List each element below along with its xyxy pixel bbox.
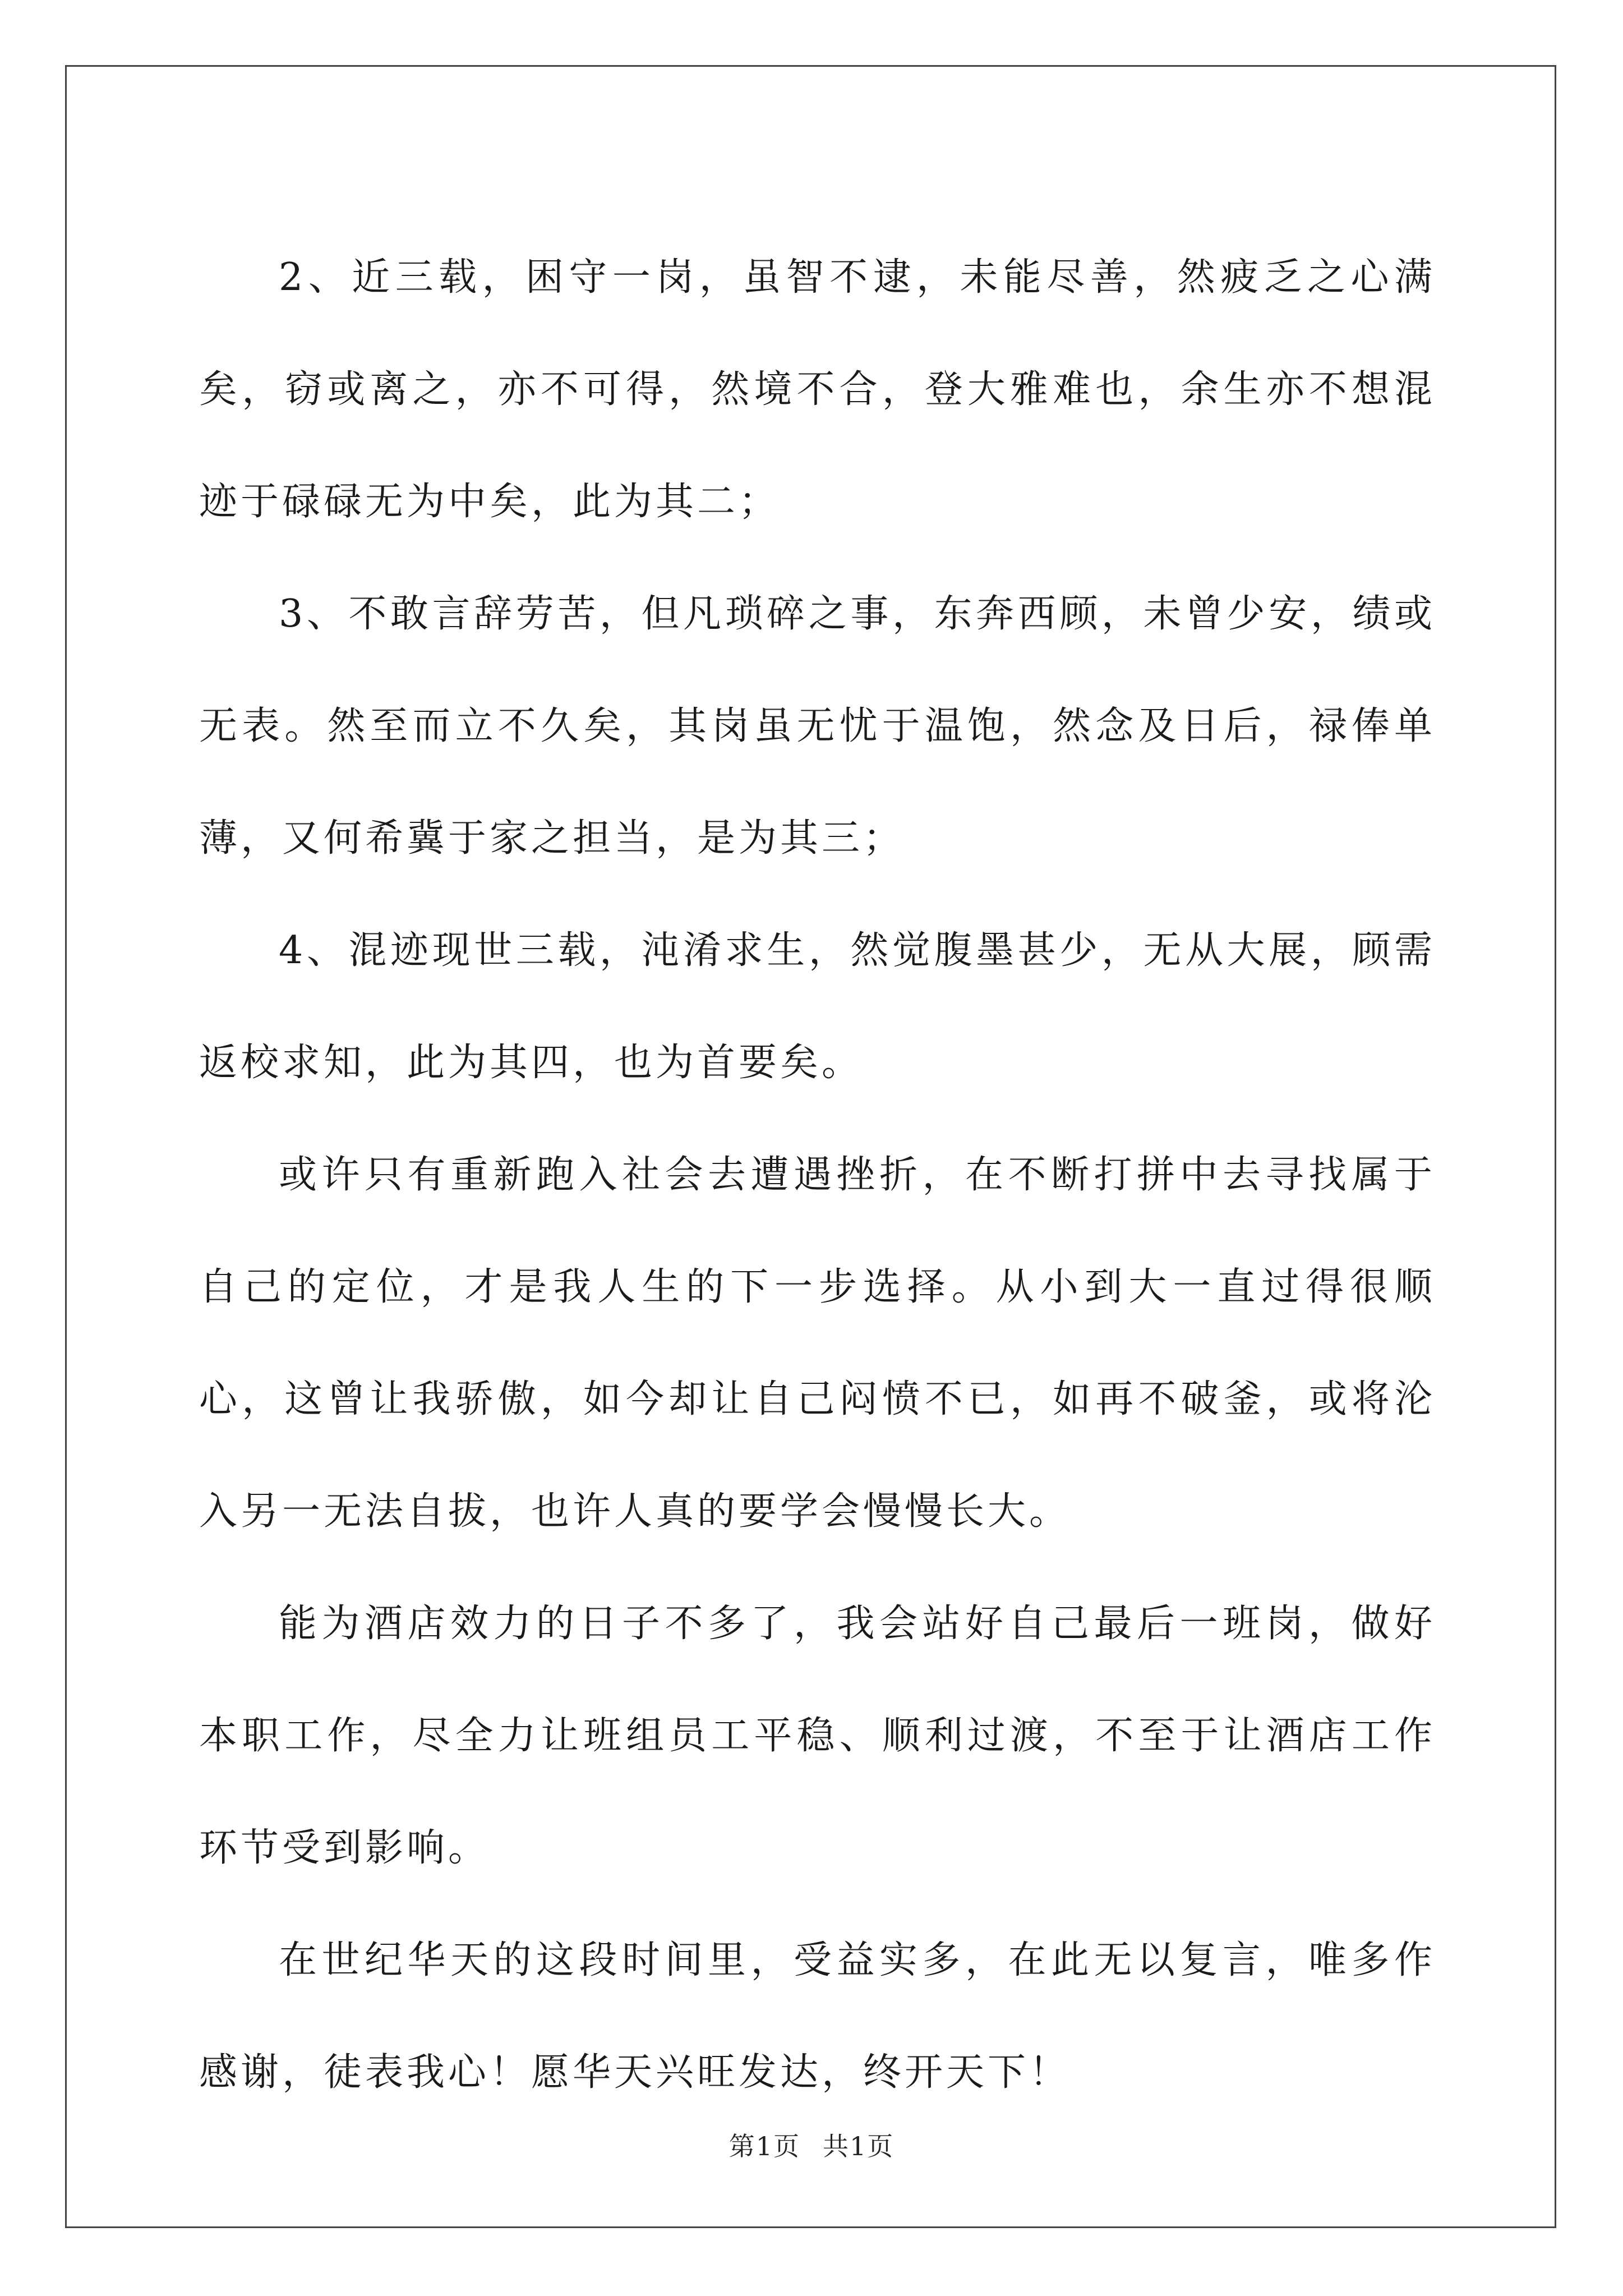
document-body (199, 222, 1436, 2129)
paragraph-reflection: 或许只有重新跑入社会去遭遇挫折，在不断打拼中去寻找属于自己的定位，才是我人生的下一步选择。从小到大一直过得很顺心，这曾让我骄傲，如今却让自己闷愤不已，如再不破釜，或将沦入另一无法自拔，也许人真的要学会慢慢长大。 (199, 1153, 1436, 1534)
page-total: 共1页 (823, 2131, 895, 2161)
paragraph-reason-2: 2、近三载，困守一岗，虽智不逮，未能尽善，然疲乏之心满矣，窃或离之，亦不可得，然境不合，登大雅难也，余生亦不想混迹于碌碌无为中矣，此为其二； (199, 255, 1436, 524)
page-footer (0, 2126, 1623, 2163)
paragraph-commitment: 能为酒店效力的日子不多了，我会站好自己最后一班岗，做好本职工作，尽全力让班组员工平稳、顺利过渡，不至于让酒店工作环节受到影响。 (199, 1602, 1436, 1870)
paragraph-reason-4: 4、混迹现世三载，沌淆求生，然觉腹墨甚少，无从大展，顾需返校求知，此为其四，也为首要矣。 (199, 928, 1436, 1085)
paragraph-gratitude: 在世纪华天的这段时间里，受益实多，在此无以复言，唯多作感谢，徒表我心！愿华天兴旺发达，终开天下！ (199, 1938, 1436, 2095)
page-number: 第1页 (728, 2131, 800, 2161)
paragraph-reason-3: 3、不敢言辞劳苦，但凡琐碎之事，东奔西顾，未曾少安，绩或无表。然至而立不久矣，其岗虽无忧于温饱，然念及日后，禄俸单薄，又何希冀于家之担当，是为其三； (199, 592, 1436, 861)
